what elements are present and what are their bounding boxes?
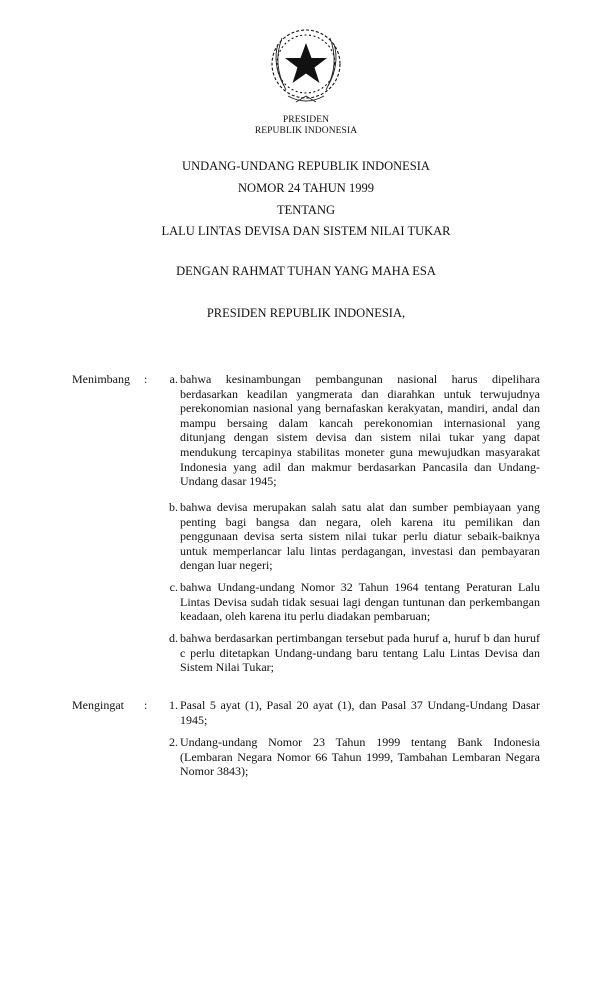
item-marker: 2. (169, 735, 178, 749)
header-republic: REPUBLIK INDONESIA (254, 126, 358, 136)
mengingat-item-1 (158, 698, 540, 727)
item-text: bahwa berdasarkan pertimbangan tersebut pada huruf a, huruf b dan huruf c perlu ditetapkan Undang-undang baru tentang Lalu Lintas Devisa dan Sistem Nilai Tukar; (180, 631, 540, 675)
menimbang-item-c (158, 580, 540, 624)
law-number: NOMOR 24 TAHUN 1999 (238, 181, 374, 195)
law-about-label: TENTANG (276, 203, 335, 217)
presidential-emblem-icon (266, 24, 346, 110)
mengingat-item-2 (158, 735, 540, 779)
president-line: PRESIDEN REPUBLIK INDONESIA, (206, 306, 406, 320)
menimbang-colon: : (144, 372, 148, 386)
header-president: PRESIDEN (282, 115, 330, 125)
law-title: UNDANG-UNDANG REPUBLIK INDONESIA (182, 159, 430, 173)
item-text: bahwa Undang-undang Nomor 32 Tahun 1964 tentang Peraturan Lalu Lintas Devisa sudah tidak sesuai lagi dengan tuntunan dan perkembangan keadaan, oleh karena itu perlu diadakan pembaruan; (180, 580, 540, 624)
menimbang-label: Menimbang (72, 372, 130, 386)
item-text: bahwa devisa merupakan salah satu alat dan sumber pembiayaan yang penting bagi bangsa dan negara, oleh karena itu pemilikan dan penggunaan devisa serta sistem nilai tukar perlu diatur sebaik-baiknya untuk memperlancar lalu lintas perdagangan, investasi dan pembayaran dengan luar negeri; (180, 500, 540, 573)
item-text: Pasal 5 ayat (1), Pasal 20 ayat (1), dan Pasal 37 Undang-Undang Dasar 1945; (180, 698, 540, 727)
item-text: bahwa kesinambungan pembangunan nasional harus dipelihara berdasarkan keadilan yangmerata dan diarahkan untuk terwujudnya perekonomian nasional yang bernafaskan kerakyatan, mandiri, andal dan mampu bersaing dalam kancah perekonomian internasional yang ditunjang dengan sistem devisa dan sistem nilai tukar yang dapat mendukung tercapinya stabilitas moneter guna mewujudkan masyarakat Indonesia yang adil dan makmur berdasarkan Pancasila dan Undang-Undang dasar 1945; (180, 372, 540, 489)
item-marker: d. (169, 631, 178, 645)
item-marker: b. (169, 500, 178, 514)
blessing-line: DENGAN RAHMAT TUHAN YANG MAHA ESA (176, 264, 436, 278)
item-marker: a. (169, 372, 178, 386)
menimbang-item-d (158, 631, 540, 675)
law-subject: LALU LINTAS DEVISA DAN SISTEM NILAI TUKAR (161, 224, 451, 238)
menimbang-item-a (158, 372, 540, 489)
mengingat-colon: : (144, 698, 148, 712)
menimbang-item-b (158, 500, 540, 573)
item-marker: c. (169, 580, 178, 594)
item-text: Undang-undang Nomor 23 Tahun 1999 tentang Bank Indonesia (Lembaran Negara Nomor 66 Tahun 1999, Tambahan Lembaran Negara Nomor 3843); (180, 735, 540, 779)
mengingat-label: Mengingat (72, 698, 124, 712)
item-marker: 1. (169, 698, 178, 712)
